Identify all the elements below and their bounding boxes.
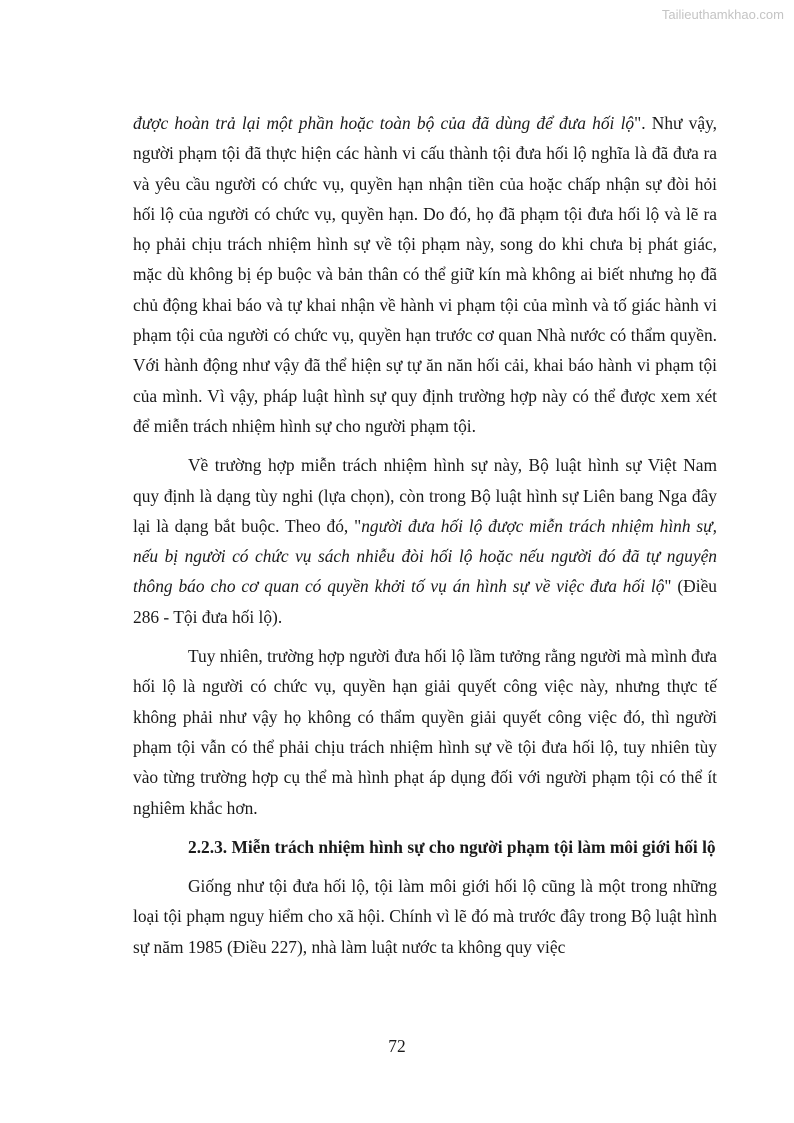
paragraph-2 <box>133 450 717 632</box>
paragraph-text: " (Điều 286 - Tội đưa hối lộ). <box>133 576 717 627</box>
paragraph-text: ". Như vậy, người phạm tội đã thực hiện các hành vi cấu thành tội đưa hối lộ nghĩa là đã đưa ra và yêu cầu người có chức vụ, quyền hạn nhận tiền của hoặc chấp nhận sự đòi hỏi hối lộ của người có chức vụ, quyền hạn. Do đó, họ đã phạm tội đưa hối lộ và lẽ ra họ phải chịu trách nhiệm hình sự về tội phạm này, song do khi chưa bị phát giác, mặc dù không bị ép buộc và bản thân có thể giữ kín mà không ai biết nhưng họ đã chủ động khai báo và tự khai nhận về hành vi phạm tội của mình và tố giác hành vi phạm tội của người có chức vụ, quyền hạn trước cơ quan Nhà nước có thẩm quyền. Với hành động như vậy đã thể hiện sự tự ăn năn hối cải, khai báo hành vi phạm tội của mình. Vì vậy, pháp luật hình sự quy định trường hợp này có thể được xem xét để miễn trách nhiệm hình sự cho người phạm tội. <box>133 113 717 436</box>
section-heading: 2.2.3. Miễn trách nhiệm hình sự cho người phạm tội làm môi giới hối lộ <box>188 836 716 857</box>
italic-quote: người đưa hối lộ được miễn trách nhiệm hình sự, nếu bị người có chức vụ sách nhiễu đòi hối lộ hoặc nếu người đó đã tự nguyện thông báo cho cơ quan có quyền khởi tố vụ án hình sự về việc đưa hối lộ <box>133 515 717 597</box>
italic-quote: được hoàn trả lại một phần hoặc toàn bộ của đã dùng để đưa hối lộ <box>133 113 635 133</box>
watermark: Tailieuthamkhao.com <box>661 7 784 22</box>
paragraph-text: Về trường hợp miễn trách nhiệm hình sự này, Bộ luật hình sự Việt Nam quy định là dạng tùy nghi (lựa chọn), còn trong Bộ luật hình sự Liên bang Nga đây lại là dạng bắt buộc. Theo đó, " <box>133 455 717 536</box>
page-number: 72 <box>388 1036 406 1056</box>
paragraph-3: Tuy nhiên, trường hợp người đưa hối lộ lầm tưởng rằng người mà mình đưa hối lộ là người có chức vụ, quyền hạn giải quyết công việc này, nhưng thực tế không phải như vậy họ không có thẩm quyền giải quyết công việc đó, thì người phạm tội vẫn có thể phải chịu trách nhiệm hình sự về tội đưa hối lộ, tuy nhiên tùy vào từng trường hợp cụ thể mà hình phạt áp dụng đối với người phạm tội có thể ít nghiêm khắc hơn. <box>133 646 717 818</box>
paragraph-1 <box>133 108 717 441</box>
document-body <box>133 108 717 962</box>
paragraph-4: Giống như tội đưa hối lộ, tội làm môi giới hối lộ cũng là một trong những loại tội phạm nguy hiểm cho xã hội. Chính vì lẽ đó mà trước đây trong Bộ luật hình sự năm 1985 (Điều 227), nhà làm luật nước ta không quy việc <box>133 876 717 957</box>
